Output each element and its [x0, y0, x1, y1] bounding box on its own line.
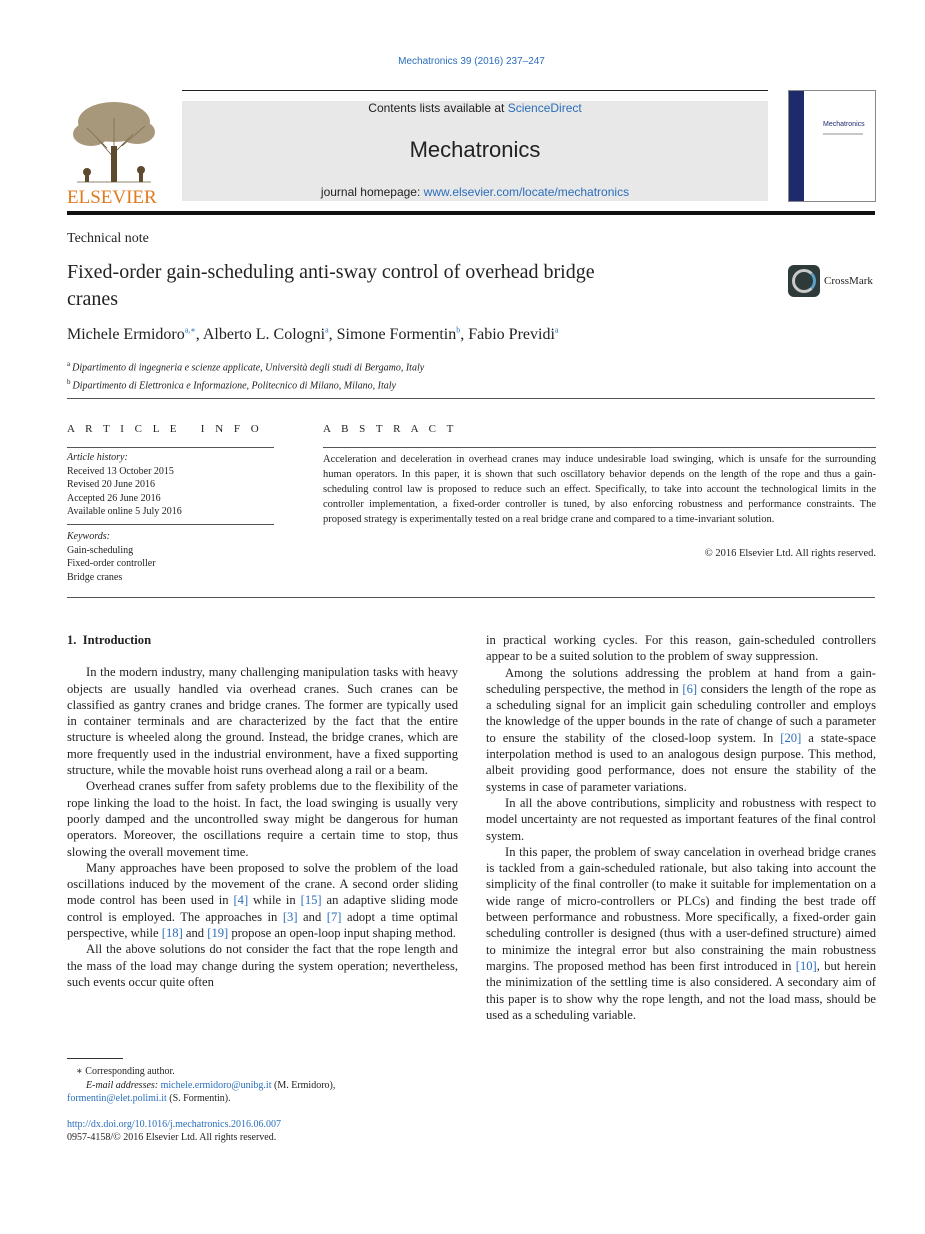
- issn-line: 0957-4158/© 2016 Elsevier Ltd. All rights reserved.: [67, 1132, 277, 1143]
- journal-name: Mechatronics: [409, 137, 541, 162]
- affiliation-line: [67, 375, 424, 393]
- author-name[interactable]: Simone Formentin: [336, 326, 457, 343]
- left-paragraphs: [67, 664, 458, 990]
- affiliation-text: Dipartimento di ingegneria e scienze applicate, Università degli studi di Bergamo, Italy: [72, 362, 425, 374]
- keyword-item: Fixed-order controller: [67, 558, 156, 569]
- keyword-item: Bridge cranes: [67, 571, 123, 583]
- email-link-ermidoro[interactable]: michele.ermidoro@unibg.it: [160, 1079, 272, 1091]
- email-addresses: E-mail addresses: michele.ermidoro@unibg.it (M. Ermidoro),: [86, 1079, 336, 1091]
- title-line-1: Fixed-order gain-scheduling anti-sway control of overhead bridge: [67, 261, 595, 283]
- contents-line: Contents lists available at ScienceDirect: [368, 101, 582, 115]
- citation-ref-link[interactable]: [7]: [326, 909, 342, 924]
- author-name[interactable]: Fabio Previdi: [468, 326, 555, 343]
- front-matter-rule: [67, 597, 875, 598]
- keyword-item: Gain-scheduling: [67, 544, 134, 556]
- journal-citation[interactable]: [0, 56, 925, 67]
- keywords-rule: [67, 524, 274, 525]
- abstract-text: Acceleration and deceleration in overhead cranes may induce undesirable load swinging, which is unsafe for the surrounding human operators. In this paper, it is shown that such oscillatory behavior depends on the length of the rope and thus a gain-scheduling control law is proposed to reduce such an effect. Specifically, to take into account the technological limits in the controller implementation, a fixed-order controller is tuned, by also enforcing robustness and performance constraints. The proposed strategy is experimentally tested on a real bridge crane and compared to a time-invariant solution.: [323, 454, 876, 525]
- homepage-link[interactable]: www.elsevier.com/locate/mechatronics: [423, 185, 630, 199]
- footnote-rule: [67, 1058, 123, 1059]
- affiliation-line: [67, 357, 424, 375]
- body-paragraph: In all the above contributions, simplicity and robustness with respect to model uncertainty are not requested as important features of the final control system.: [486, 795, 876, 843]
- history-list: [67, 465, 182, 519]
- affiliation-marker: b: [67, 378, 71, 387]
- history-item: Accepted 26 June 2016: [67, 492, 161, 504]
- author-affiliation-marker[interactable]: a: [325, 325, 329, 335]
- affiliations: [67, 357, 424, 394]
- journal-banner: [182, 101, 768, 201]
- crossmark-badge[interactable]: [788, 264, 873, 297]
- cover-spine: [789, 91, 804, 201]
- author-name[interactable]: Alberto L. Cologni: [202, 326, 326, 343]
- body-paragraph: All the above solutions do not consider the fact that the rope length and the mass of the load may change during the system operation; nevertheless, such events occur quite often: [67, 942, 458, 989]
- journal-cover[interactable]: [788, 90, 876, 202]
- abstract-copyright: © 2016 Elsevier Ltd. All rights reserved.: [704, 548, 876, 559]
- article-type: Technical note: [67, 231, 149, 246]
- cover-subtitle-bar: [823, 133, 863, 135]
- elsevier-wordmark: ELSEVIER: [67, 187, 157, 208]
- right-column: [486, 632, 876, 1023]
- author-affiliation-marker[interactable]: b: [456, 325, 461, 335]
- citation-ref-link[interactable]: [4]: [233, 893, 249, 908]
- citation-ref-link[interactable]: [19]: [207, 926, 229, 941]
- crossmark-icon: [788, 265, 820, 297]
- email-line-2: formentin@elet.polimi.it (S. Formentin).: [67, 1093, 231, 1104]
- citation-ref-link[interactable]: [6]: [682, 681, 698, 696]
- right-continuation-paragraph: in practical working cycles. For this reason, gain-scheduled controllers appear to be a suited solution to the problem of sway suppression.: [486, 633, 876, 664]
- abstract-heading: A B S T R A C T: [323, 423, 458, 435]
- corresponding-author-note: ∗ Corresponding author.: [76, 1066, 175, 1077]
- author-affiliation-marker[interactable]: a,∗: [184, 325, 196, 335]
- doi-line: [67, 1118, 458, 1132]
- body-paragraph: In the modern industry, many challenging manipulation tasks with heavy objects are usually handled via overhead cranes. Such cranes can be classified as gantry cranes and bridge cranes. The former are typically used in container terminals and are characterized by the fact that the entire structure is wheeled along the ground. Instead, the bridge cranes, which are more frequently used in the industrial environment, have a fixed supporting structure, while the movable hoist runs overhead along a rail or a beam.: [67, 665, 458, 778]
- history-label: Article history:: [67, 452, 128, 463]
- keywords-label: Keywords:: [67, 531, 110, 542]
- cover-title: Mechatronics: [823, 121, 865, 128]
- keywords-block: [67, 530, 156, 584]
- author-list: [67, 326, 558, 344]
- elsevier-tree-icon: [67, 98, 161, 184]
- title-line-2: cranes: [67, 288, 119, 310]
- body-paragraph: Overhead cranes suffer from safety problems due to the flexibility of the rope linking the load to the hoist. In fact, the load swinging is usually very poorly damped and the uncontrolled sway might be dangerous for human operators. Moreover, the oscillations require a certain time to stop, thus slowing the overall movement time.: [67, 779, 458, 859]
- citation-ref-link[interactable]: [10]: [795, 958, 817, 973]
- doi-link[interactable]: http://dx.doi.org/10.1016/j.mechatronics.2016.06.007: [67, 1118, 281, 1130]
- right-paragraphs: [486, 665, 876, 1024]
- email-link-formentin[interactable]: formentin@elet.polimi.it: [67, 1093, 167, 1104]
- elsevier-logo: [67, 98, 161, 208]
- author-separator: ,: [328, 326, 337, 343]
- sciencedirect-link[interactable]: ScienceDirect: [507, 101, 582, 115]
- citation-link[interactable]: Mechatronics 39 (2016) 237–247: [398, 56, 545, 67]
- keyword-list: [67, 544, 156, 585]
- article-title: [67, 259, 767, 313]
- article-info-heading: A R T I C L E I N F O: [67, 423, 263, 435]
- citation-ref-link[interactable]: [20]: [780, 730, 802, 745]
- history-item: Received 13 October 2015: [67, 465, 174, 477]
- author-affiliation-marker[interactable]: a: [554, 325, 559, 335]
- author-separator: ,: [460, 326, 469, 343]
- affiliation-text: Dipartimento di Elettronica e Informazione, Politecnico di Milano, Milano, Italy: [72, 380, 396, 392]
- section-title-introduction: 1. Introduction: [67, 633, 152, 647]
- history-item: Revised 20 June 2016: [67, 479, 156, 490]
- article-history: [67, 451, 182, 519]
- author-name[interactable]: Michele Ermidoro: [67, 326, 185, 343]
- author-separator: ,: [195, 326, 203, 343]
- homepage-line: journal homepage: www.elsevier.com/locate/mechatronics: [320, 185, 630, 199]
- body-paragraph: Among the solutions addressing the problem at hand from a gain-scheduling perspective, the method in [6] considers the length of the rope as a scheduling signal for an implicit gain scheduling controller and employs the knowledge of the upper bounds in the rate of change of such a parameter to ensure the stability of the closed-loop system. In [20] a state-space interpolation method is used to an analogous design purpose. This method, albeit providing good performance, does not ensure the stability of the systems in case of parameter variations.: [486, 665, 876, 794]
- footnotes: [67, 1065, 458, 1145]
- left-column: [67, 632, 458, 990]
- body-paragraph: Many approaches have been proposed to solve the problem of the load oscillations induced by the movement of the crane. A second order sliding mode control has been used in [4] while in [15] an adaptive sliding mode control is employed. The approaches in [3] and [7] adopt a time optimal perspective, while [18] and [19] propose an open-loop input shaping method.: [67, 860, 459, 941]
- affil-rule: [67, 398, 875, 399]
- citation-ref-link[interactable]: [3]: [282, 909, 298, 924]
- crossmark-label: CrossMark: [824, 274, 873, 287]
- abstract-rule: [323, 447, 876, 448]
- body-paragraph: In this paper, the problem of sway cancelation in overhead bridge cranes is tackled from a gain-scheduled rationale, but also taking into account the simplicity of the final controller (to make it suitable for implementation on a wide range of micro-controllers or PLCs) and finding the best trade off between performance and robustness. More specifically, a fixed-order gain scheduling controller is designed (thus with a user-defined structure) aimed to minimize the integral error but also constraining the main robustness margins. The proposed method has been first introduced in [10], but herein the minimization of the settling time is also considered. A secondary aim of this paper is to show why the rope length, and not the load mass, should be used as a scheduling variable.: [486, 844, 876, 1022]
- header-top-rule: [182, 90, 768, 91]
- affiliation-marker: a: [67, 360, 71, 368]
- header-bottom-rule: [67, 211, 875, 215]
- citation-ref-link[interactable]: [18]: [161, 926, 183, 941]
- history-item: Available online 5 July 2016: [67, 506, 182, 517]
- article-info-rule: [67, 447, 274, 448]
- cover-emblem-icon: [807, 179, 819, 191]
- citation-ref-link[interactable]: [15]: [300, 893, 322, 908]
